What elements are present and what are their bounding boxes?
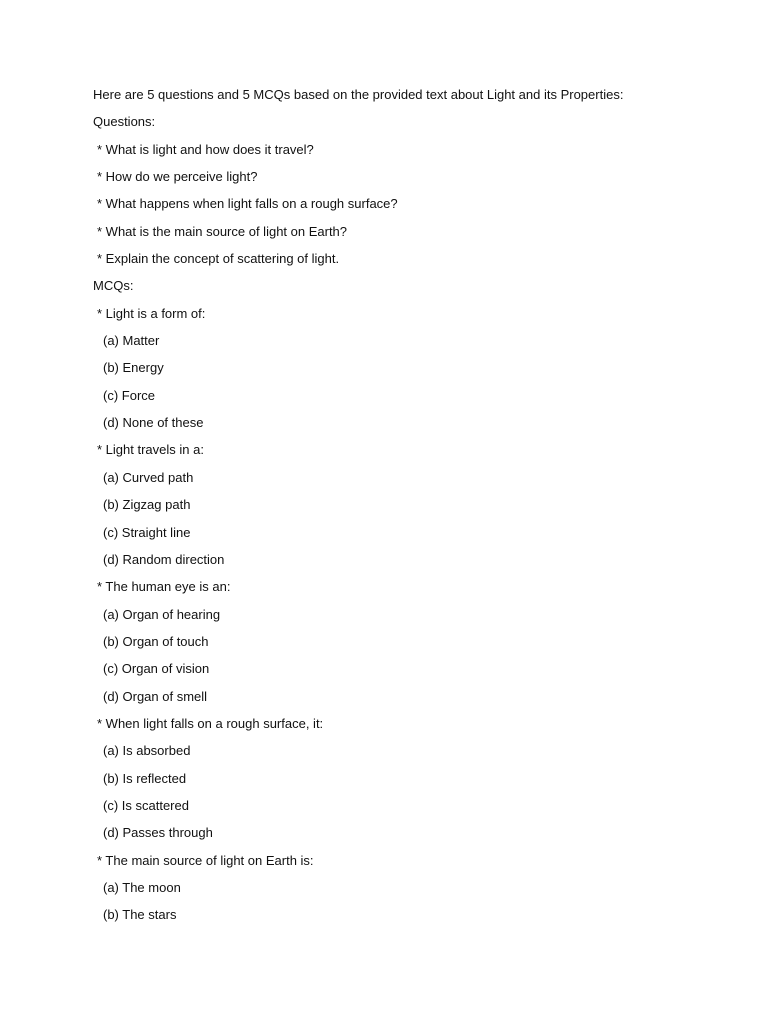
- mcq-option: (b) Energy: [103, 360, 164, 376]
- mcq-option: (c) Is scattered: [103, 797, 189, 813]
- mcq-option: (c) Force: [103, 387, 155, 403]
- document-page: [93, 86, 733, 934]
- mcq-option: (b) Is reflected: [103, 770, 187, 786]
- questions-heading: Questions:: [93, 114, 156, 130]
- mcq-option: (b) Zigzag path: [103, 497, 191, 513]
- mcq-option: (c) Organ of vision: [103, 661, 210, 677]
- question-item: * What happens when light falls on a rough surface?: [97, 196, 398, 212]
- mcq-option: (d) Organ of smell: [103, 688, 208, 704]
- question-item: * What is the main source of light on Earth?: [97, 223, 348, 239]
- mcq-option: (d) None of these: [103, 415, 204, 431]
- mcq-option: (b) Organ of touch: [103, 633, 209, 649]
- mcq-option: (a) Curved path: [103, 469, 194, 485]
- question-item: * How do we perceive light?: [97, 169, 258, 185]
- mcq-option: (d) Random direction: [103, 551, 225, 567]
- mcqs-heading: MCQs:: [93, 278, 134, 294]
- mcq-question: * Light travels in a:: [97, 442, 204, 458]
- mcq-option: (a) Organ of hearing: [103, 606, 221, 622]
- mcq-question: * The human eye is an:: [97, 579, 231, 595]
- mcq-option: (c) Straight line: [103, 524, 191, 540]
- mcq-option: (a) The moon: [103, 879, 181, 895]
- intro-text: Here are 5 questions and 5 MCQs based on the provided text about Light and its Properties:: [93, 87, 624, 102]
- mcq-question: * Light is a form of:: [97, 305, 206, 321]
- mcq-option: (a) Is absorbed: [103, 743, 191, 759]
- mcq-option: (b) The stars: [103, 907, 177, 923]
- mcq-question: * When light falls on a rough surface, it:: [97, 715, 324, 731]
- mcq-option: (a) Matter: [103, 333, 160, 349]
- question-item: * Explain the concept of scattering of light.: [97, 251, 340, 267]
- mcq-question: * The main source of light on Earth is:: [97, 852, 314, 868]
- question-item: * What is light and how does it travel?: [97, 141, 314, 157]
- mcq-option: (d) Passes through: [103, 825, 213, 841]
